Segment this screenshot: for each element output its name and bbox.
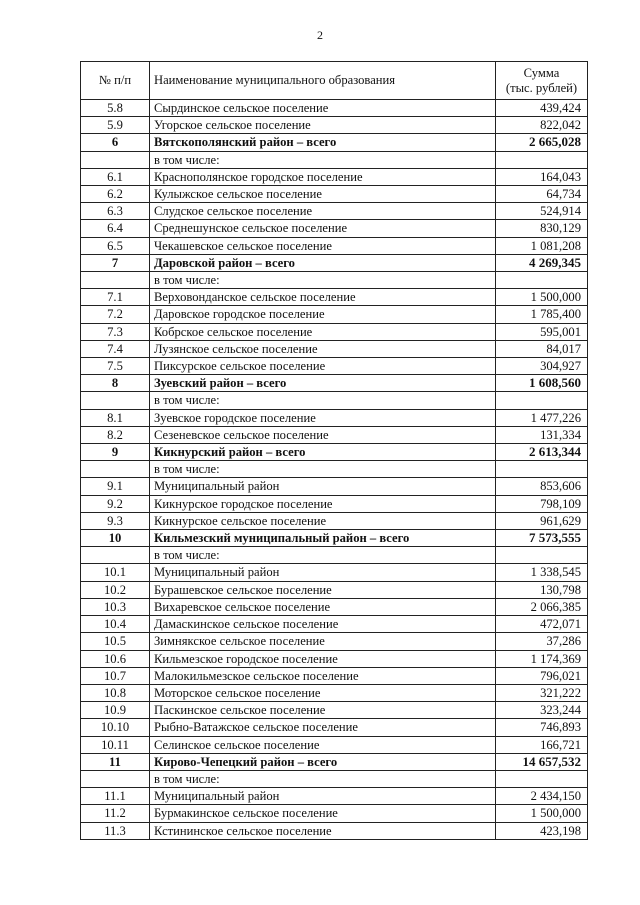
row-name-cell: Кстининское сельское поселение [150, 822, 496, 839]
table-row [81, 461, 588, 478]
row-sum-cell: 131,334 [496, 426, 588, 443]
table-row [81, 702, 588, 719]
row-number-cell: 10.7 [81, 667, 150, 684]
row-number-cell: 11.3 [81, 822, 150, 839]
row-sum-cell [496, 392, 588, 409]
row-number-cell: 7.1 [81, 289, 150, 306]
table-row [81, 667, 588, 684]
row-name-cell: Сезеневское сельское поселение [150, 426, 496, 443]
district-total-row [81, 753, 588, 770]
row-sum-cell [496, 272, 588, 289]
row-number-cell: 6.5 [81, 237, 150, 254]
row-number-cell: 10.2 [81, 581, 150, 598]
row-sum-cell [496, 461, 588, 478]
district-total-row [81, 254, 588, 271]
row-sum-cell: 830,129 [496, 220, 588, 237]
row-sum-cell: 1 338,545 [496, 564, 588, 581]
row-name-cell: Малокильмезское сельское поселение [150, 667, 496, 684]
row-number-cell: 6.3 [81, 203, 150, 220]
row-sum-cell: 37,286 [496, 633, 588, 650]
table-row [81, 805, 588, 822]
table-row [81, 306, 588, 323]
row-sum-cell: 796,021 [496, 667, 588, 684]
row-name-cell: Кикнурское городское поселение [150, 495, 496, 512]
row-sum-cell: 524,914 [496, 203, 588, 220]
row-name-cell: в том числе: [150, 151, 496, 168]
row-name-cell: в том числе: [150, 392, 496, 409]
row-sum-cell: 84,017 [496, 340, 588, 357]
row-name-cell: Бурмакинское сельское поселение [150, 805, 496, 822]
table-row [81, 392, 588, 409]
row-number-cell: 10.8 [81, 684, 150, 701]
row-sum-cell: 1 477,226 [496, 409, 588, 426]
table-row [81, 237, 588, 254]
row-sum-cell [496, 151, 588, 168]
row-name-cell: Зуевское городское поселение [150, 409, 496, 426]
table-row [81, 272, 588, 289]
table-row [81, 719, 588, 736]
table-row [81, 151, 588, 168]
row-sum-cell: 1 785,400 [496, 306, 588, 323]
row-name-cell: Кирово-Чепецкий район – всего [150, 753, 496, 770]
table-row [81, 100, 588, 117]
table-row [81, 770, 588, 787]
row-number-cell: 10.3 [81, 598, 150, 615]
row-name-cell: Дамаскинское сельское поселение [150, 616, 496, 633]
table-row [81, 598, 588, 615]
row-name-cell: Паскинское сельское поселение [150, 702, 496, 719]
row-sum-cell: 1 174,369 [496, 650, 588, 667]
row-number-cell: 10 [81, 530, 150, 547]
row-name-cell: Слудское сельское поселение [150, 203, 496, 220]
row-sum-cell: 2 066,385 [496, 598, 588, 615]
row-number-cell: 10.5 [81, 633, 150, 650]
row-number-cell: 7.2 [81, 306, 150, 323]
row-sum-cell: 853,606 [496, 478, 588, 495]
row-name-cell: Бурашевское сельское поселение [150, 581, 496, 598]
row-number-cell: 6.2 [81, 186, 150, 203]
row-name-cell: Кильмезское городское поселение [150, 650, 496, 667]
row-number-cell [81, 151, 150, 168]
row-sum-cell [496, 547, 588, 564]
row-number-cell [81, 770, 150, 787]
row-name-cell: Верховонданское сельское поселение [150, 289, 496, 306]
row-sum-cell: 304,927 [496, 358, 588, 375]
row-name-cell: Кикнурское сельское поселение [150, 512, 496, 529]
table-row [81, 358, 588, 375]
row-name-cell: Среднешунское сельское поселение [150, 220, 496, 237]
table-row [81, 323, 588, 340]
row-name-cell: Моторское сельское поселение [150, 684, 496, 701]
row-number-cell: 10.10 [81, 719, 150, 736]
row-sum-cell: 822,042 [496, 117, 588, 134]
table-row [81, 426, 588, 443]
row-number-cell: 10.6 [81, 650, 150, 667]
table-row [81, 203, 588, 220]
row-number-cell: 10.1 [81, 564, 150, 581]
row-sum-cell: 439,424 [496, 100, 588, 117]
row-name-cell: Даровской район – всего [150, 254, 496, 271]
row-sum-cell: 1 081,208 [496, 237, 588, 254]
row-number-cell: 5.8 [81, 100, 150, 117]
district-total-row [81, 530, 588, 547]
row-number-cell: 8 [81, 375, 150, 392]
row-name-cell: Краснополянское городское поселение [150, 168, 496, 185]
row-name-cell: Вятскополянский район – всего [150, 134, 496, 151]
row-name-cell: Рыбно-Ватажское сельское поселение [150, 719, 496, 736]
row-name-cell: Сырдинское сельское поселение [150, 100, 496, 117]
row-number-cell: 5.9 [81, 117, 150, 134]
row-sum-cell: 64,734 [496, 186, 588, 203]
row-name-cell: Кобрское сельское поселение [150, 323, 496, 340]
row-number-cell [81, 461, 150, 478]
row-sum-cell: 130,798 [496, 581, 588, 598]
row-number-cell: 9.2 [81, 495, 150, 512]
row-sum-cell: 323,244 [496, 702, 588, 719]
column-header-sum-line2: (тыс. рублей) [505, 80, 578, 95]
row-sum-cell: 1 500,000 [496, 805, 588, 822]
row-name-cell: Кильмезский муниципальный район – всего [150, 530, 496, 547]
table-row [81, 564, 588, 581]
row-sum-cell: 14 657,532 [496, 753, 588, 770]
column-header-name: Наименование муниципального образования [150, 62, 496, 100]
row-sum-cell: 1 608,560 [496, 375, 588, 392]
row-sum-cell: 4 269,345 [496, 254, 588, 271]
row-number-cell [81, 392, 150, 409]
row-sum-cell: 321,222 [496, 684, 588, 701]
row-number-cell: 9.1 [81, 478, 150, 495]
row-number-cell: 10.11 [81, 736, 150, 753]
column-header-sum [496, 62, 588, 100]
page-number: 2 [317, 28, 323, 42]
district-total-row [81, 375, 588, 392]
table-row [81, 547, 588, 564]
row-number-cell: 7.3 [81, 323, 150, 340]
row-sum-cell: 2 613,344 [496, 444, 588, 461]
row-number-cell: 6 [81, 134, 150, 151]
row-name-cell: в том числе: [150, 272, 496, 289]
table-row [81, 186, 588, 203]
row-name-cell: в том числе: [150, 461, 496, 478]
row-sum-cell [496, 770, 588, 787]
row-name-cell: Зимнякское сельское поселение [150, 633, 496, 650]
table-row [81, 289, 588, 306]
row-name-cell: Муниципальный район [150, 564, 496, 581]
table-row [81, 736, 588, 753]
district-total-row [81, 134, 588, 151]
row-number-cell: 8.1 [81, 409, 150, 426]
table-row [81, 822, 588, 839]
row-sum-cell: 2 665,028 [496, 134, 588, 151]
row-name-cell: Угорское сельское поселение [150, 117, 496, 134]
row-sum-cell: 746,893 [496, 719, 588, 736]
table-row [81, 478, 588, 495]
row-name-cell: Муниципальный район [150, 788, 496, 805]
table-row [81, 168, 588, 185]
table-row [81, 788, 588, 805]
row-name-cell: Вихаревское сельское поселение [150, 598, 496, 615]
row-name-cell: Лузянское сельское поселение [150, 340, 496, 357]
row-sum-cell: 2 434,150 [496, 788, 588, 805]
row-name-cell: Чекашевское сельское поселение [150, 237, 496, 254]
row-name-cell: Муниципальный район [150, 478, 496, 495]
row-number-cell: 7 [81, 254, 150, 271]
table-row [81, 220, 588, 237]
row-number-cell: 11.2 [81, 805, 150, 822]
row-number-cell: 7.5 [81, 358, 150, 375]
row-sum-cell: 7 573,555 [496, 530, 588, 547]
table-row [81, 684, 588, 701]
row-name-cell: Даровское городское поселение [150, 306, 496, 323]
row-name-cell: Кулыжское сельское поселение [150, 186, 496, 203]
row-number-cell: 10.4 [81, 616, 150, 633]
row-sum-cell: 166,721 [496, 736, 588, 753]
row-number-cell: 8.2 [81, 426, 150, 443]
table-row [81, 409, 588, 426]
row-number-cell [81, 272, 150, 289]
row-name-cell: Кикнурский район – всего [150, 444, 496, 461]
row-sum-cell: 798,109 [496, 495, 588, 512]
column-header-sum-line1: Сумма [523, 65, 560, 80]
column-header-number: № п/п [81, 62, 150, 100]
table-body [81, 100, 588, 840]
table-header-row [81, 62, 588, 100]
row-sum-cell: 472,071 [496, 616, 588, 633]
row-sum-cell: 423,198 [496, 822, 588, 839]
row-number-cell [81, 547, 150, 564]
district-total-row [81, 444, 588, 461]
row-name-cell: в том числе: [150, 547, 496, 564]
row-number-cell: 6.1 [81, 168, 150, 185]
table-row [81, 495, 588, 512]
table-row [81, 633, 588, 650]
budget-table [80, 61, 588, 840]
table-row [81, 650, 588, 667]
row-number-cell: 6.4 [81, 220, 150, 237]
table-row [81, 616, 588, 633]
row-sum-cell: 595,001 [496, 323, 588, 340]
row-number-cell: 9 [81, 444, 150, 461]
row-sum-cell: 164,043 [496, 168, 588, 185]
row-number-cell: 9.3 [81, 512, 150, 529]
row-number-cell: 10.9 [81, 702, 150, 719]
row-number-cell: 11.1 [81, 788, 150, 805]
row-number-cell: 11 [81, 753, 150, 770]
row-sum-cell: 1 500,000 [496, 289, 588, 306]
table-row [81, 581, 588, 598]
table-row [81, 340, 588, 357]
row-sum-cell: 961,629 [496, 512, 588, 529]
row-number-cell: 7.4 [81, 340, 150, 357]
table-row [81, 512, 588, 529]
row-name-cell: Селинское сельское поселение [150, 736, 496, 753]
row-name-cell: в том числе: [150, 770, 496, 787]
table-row [81, 117, 588, 134]
row-name-cell: Пиксурское сельское поселение [150, 358, 496, 375]
row-name-cell: Зуевский район – всего [150, 375, 496, 392]
